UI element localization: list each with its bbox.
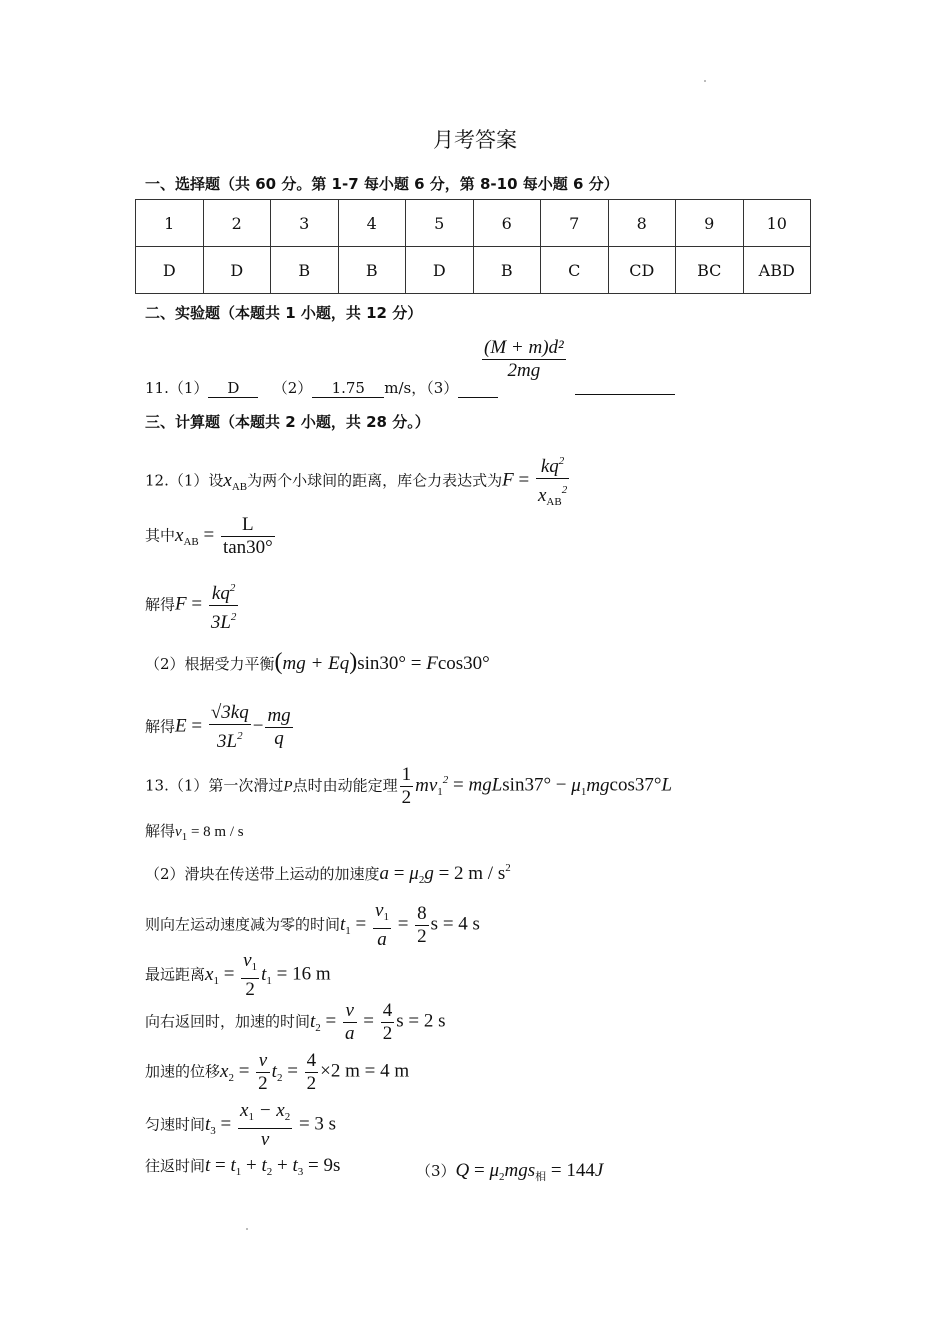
q13-line3-text: （2）滑块在传送带上运动的加速度 (145, 865, 380, 883)
q11-answer-3-fraction (482, 337, 566, 382)
q11-answer-1: D (208, 379, 258, 398)
answer-cell: CD (608, 247, 676, 294)
q13-line3: （2）滑块在传送带上运动的加速度$a = \mu_2g = 2$ m / $s^2$ (145, 862, 511, 886)
answer-cell: B (473, 247, 541, 294)
q13-line6: 向右返回时，加速的时间$t_2$ = $\frac{v}{a}$ = $\frac{4}{2}$ s = 2 s (145, 1000, 446, 1044)
scan-dot (704, 80, 706, 82)
q13-line8: 匀速时间$t_3$ = $\frac{x_1 - x_2}{v}$ = 3 s (145, 1100, 337, 1150)
q13-line5-text: 最远距离 (145, 965, 206, 984)
q11-trailing-blank (575, 393, 675, 395)
question-number: 9 (676, 200, 744, 247)
q13-line2-text: 解得 (145, 822, 176, 840)
q13-line6-text: 向右返回时，加速的时间 (145, 1012, 311, 1031)
q11-part2-label: （2） (272, 379, 313, 397)
question-number: 5 (406, 200, 474, 247)
q13-line7-text: 加速的位移 (145, 1062, 221, 1081)
q11-unit: m/s，（3） (384, 379, 459, 397)
q13-part3-label: （3） (416, 1162, 456, 1180)
answer-cell: B (271, 247, 339, 294)
q11-answer-2: 1.75 (312, 379, 384, 398)
q12-line2: 其中$x_{AB}$ = $\frac{L}{\tan 30^\circ}$ (145, 514, 273, 558)
q12-line4-text: （2）根据受力平衡 (145, 655, 275, 673)
answer-table (135, 199, 811, 294)
q13-line1-text2: 点时由动能定理 (292, 776, 398, 795)
q12-line3-text: 解得 (145, 595, 176, 614)
q12-line4: （2）根据受力平衡(mg + Eq)sin30° = Fcos30° (145, 649, 490, 675)
answer-cell: C (541, 247, 609, 294)
q13-part3: $(3)Q = \mu_2mgs_相 = 144J$ (416, 1160, 604, 1183)
q13-line7: 加速的位移$x_2$ = $\frac{v}{2}$ $t_2$ = $\frac{4}{2}$ ×2 m = 4 m (145, 1050, 410, 1094)
q13-line9: 往返时间$t = t_1 + t_2 + t_3 = 9s$ (145, 1155, 341, 1178)
q12-line1-text2: 为两个小球间的距离，库仑力表达式为 (247, 471, 503, 490)
q11-answer-3-numerator: (M + m)d² (484, 337, 564, 358)
q13-line1-text: 13.（1）第一次滑过 (145, 776, 284, 795)
question-number: 2 (203, 200, 271, 247)
q12-line3: 解得F = $\frac{kq^2}{3L^2}$ (145, 577, 240, 634)
q13-line4-text: 则向左运动速度减为零的时间 (145, 915, 341, 934)
q13-line2: 解得$v_1 = 8$ m / s (145, 822, 244, 843)
section3-heading: 三、计算题（本题共 2 小题，共 28 分。） (145, 413, 430, 431)
q11-answer-3 (480, 337, 568, 382)
answer-cell: BC (676, 247, 744, 294)
q12-line5-text: 解得 (145, 717, 176, 736)
answer-row (136, 247, 811, 294)
q13-line8-text: 匀速时间 (145, 1115, 206, 1134)
question-number: 10 (743, 200, 811, 247)
scan-dot (246, 1228, 248, 1230)
page-title: 月考答案 (433, 128, 517, 152)
question-number: 8 (608, 200, 676, 247)
question-number: 7 (541, 200, 609, 247)
answer-cell: D (136, 247, 204, 294)
q12-line1: 12.（1）设$x_{AB}$为两个小球间的距离，库仑力表达式为F = $\frac{kq^2}{x_{AB}^2}$ (145, 450, 571, 513)
question-number: 1 (136, 200, 204, 247)
q13-line9-text: 往返时间 (145, 1157, 206, 1175)
answer-cell: B (338, 247, 406, 294)
q12-line2-text: 其中 (145, 526, 176, 545)
q13-line4: 则向左运动速度减为零的时间$t_1$ = $\frac{v_1}{a}$ = $\frac{8}{2}$ s = 4 s (145, 900, 480, 950)
q11-line (145, 377, 498, 398)
q11-answer-3-denominator: 2mg (507, 360, 541, 381)
q13-line5: 最远距离$x_1$ = $\frac{v_1}{2}$ $t_1 = 16$ m (145, 950, 331, 1000)
question-number-row (136, 200, 811, 247)
section2-heading: 二、实验题（本题共 1 小题，共 12 分） (145, 304, 423, 322)
question-number: 4 (338, 200, 406, 247)
question-number: 6 (473, 200, 541, 247)
answer-cell: D (406, 247, 474, 294)
q11-label: 11.（1） (145, 379, 209, 397)
q13-line1: 13.（1）第一次滑过P点时由动能定理 $\frac{1}{2}$ $mv_1^2 = mgLsin37^\circ - \mu_1mgcos37^\circ L$ (145, 764, 673, 808)
answer-cell: D (203, 247, 271, 294)
q12-line1-text: 12.（1）设 (145, 471, 224, 490)
section1-heading: 一、选择题（共 60 分。第 1-7 每小题 6 分，第 8-10 每小题 6 分） (145, 175, 619, 193)
q12-line5: 解得E = $\frac{√3kq}{3L^2}$ − $\frac{mg}{q}$ (145, 702, 291, 752)
answer-cell: ABD (743, 247, 811, 294)
question-number: 3 (271, 200, 339, 247)
